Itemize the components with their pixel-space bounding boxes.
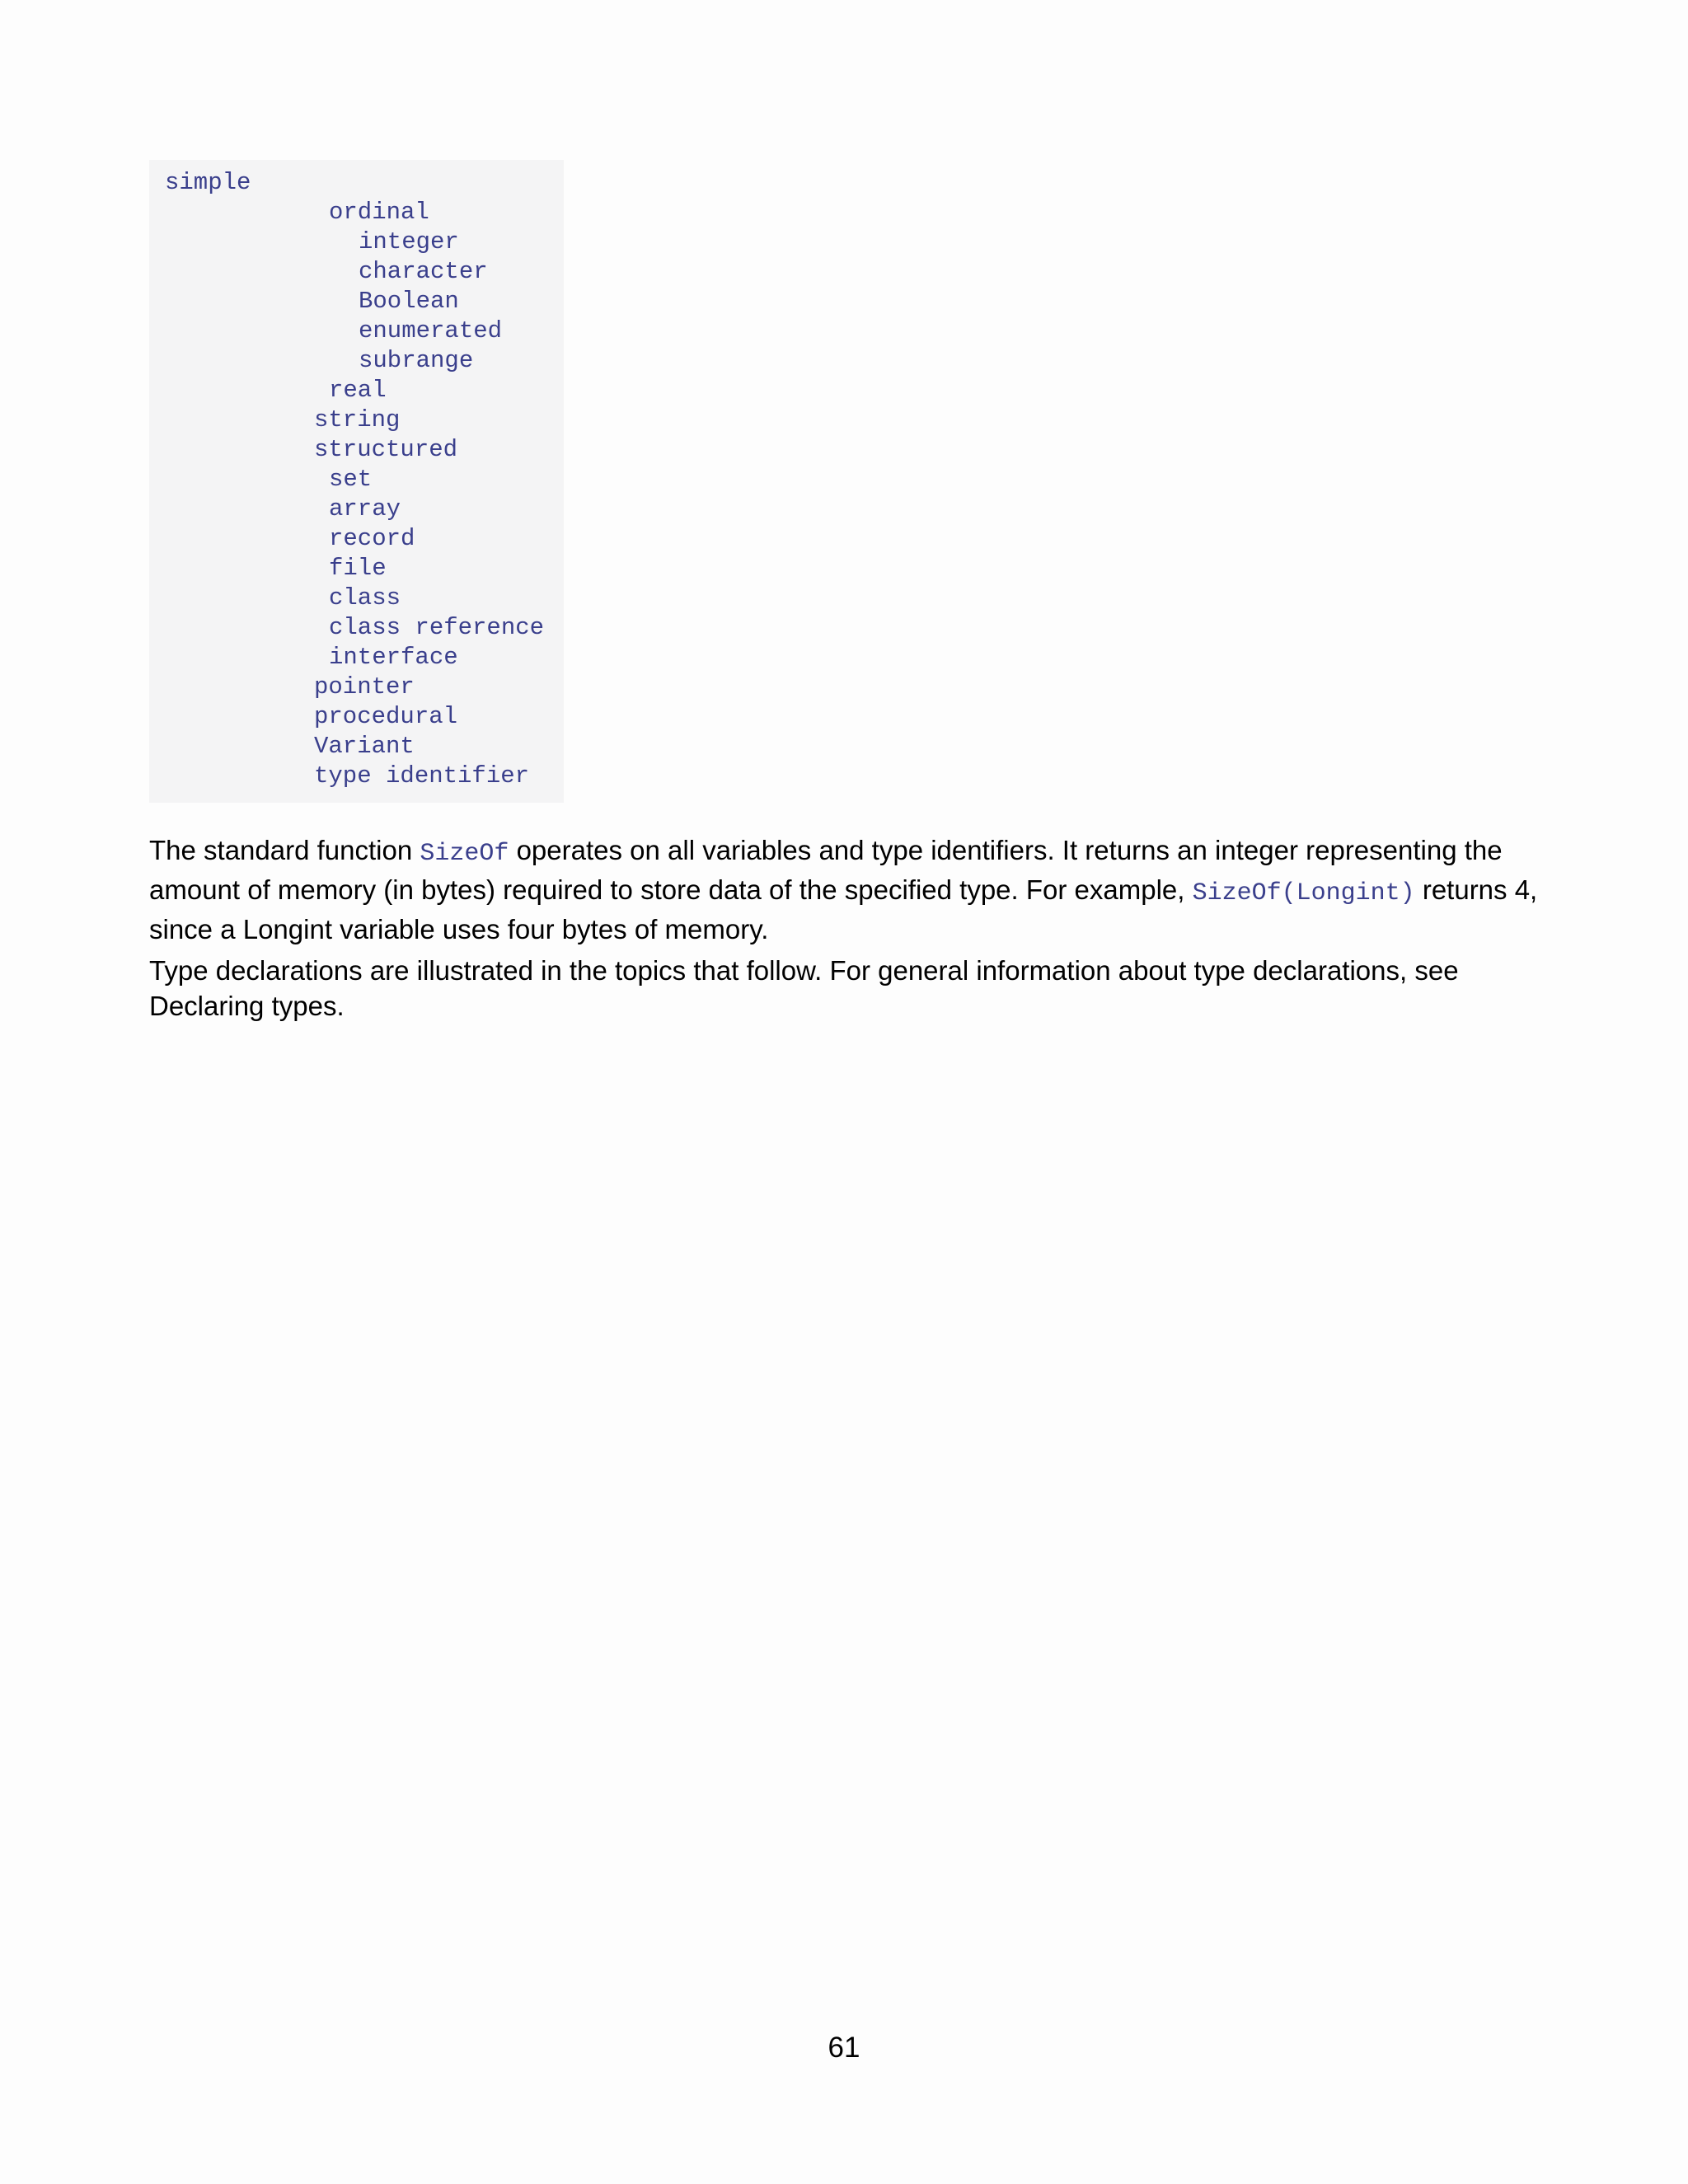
code-line-array: array	[329, 495, 401, 523]
code-line-class: class	[329, 584, 401, 612]
code-line-character: character	[359, 258, 488, 285]
code-line-string: string	[314, 406, 401, 434]
code-line-interface: interface	[329, 644, 458, 671]
code-line-integer: integer	[359, 228, 459, 255]
code-line-type-identifier: type identifier	[314, 762, 530, 790]
code-line-procedural: procedural	[314, 703, 458, 730]
code-line-set: set	[329, 466, 373, 493]
type-hierarchy-code-block	[149, 160, 564, 803]
code-line-subrange: subrange	[359, 347, 474, 374]
sizeof-paragraph-text-2: operates on all variables and type identifiers. It returns an integer representing the amount of memory (in bytes) required to store data of the specified type. For example,	[149, 835, 1503, 905]
code-line-variant: Variant	[314, 733, 415, 760]
code-line-record: record	[329, 525, 415, 552]
code-line-structured: structured	[314, 436, 458, 463]
code-line-simple: simple	[165, 169, 251, 196]
sizeof-inline-code: SizeOf	[420, 840, 509, 868]
sizeof-paragraph-text-1: The standard function	[149, 835, 420, 865]
sizeof-longint-inline-code: SizeOf(Longint)	[1192, 879, 1415, 907]
code-line-enumerated: enumerated	[359, 317, 503, 344]
page-number: 61	[828, 2032, 860, 2064]
code-line-pointer: pointer	[314, 673, 415, 701]
code-line-ordinal: ordinal	[329, 199, 429, 226]
sizeof-paragraph-text-3: returns 4, since a Longint variable uses four bytes of memory.	[149, 874, 1538, 944]
sizeof-paragraph	[149, 832, 1550, 947]
code-line-real: real	[329, 377, 387, 404]
code-line-boolean: Boolean	[359, 288, 459, 315]
code-line-file: file	[329, 555, 387, 582]
type-declarations-paragraph: Type declarations are illustrated in the topics that follow. For general information about type declarations, see Declaring types.	[149, 955, 1459, 1021]
code-line-class-reference: class reference	[329, 614, 545, 641]
